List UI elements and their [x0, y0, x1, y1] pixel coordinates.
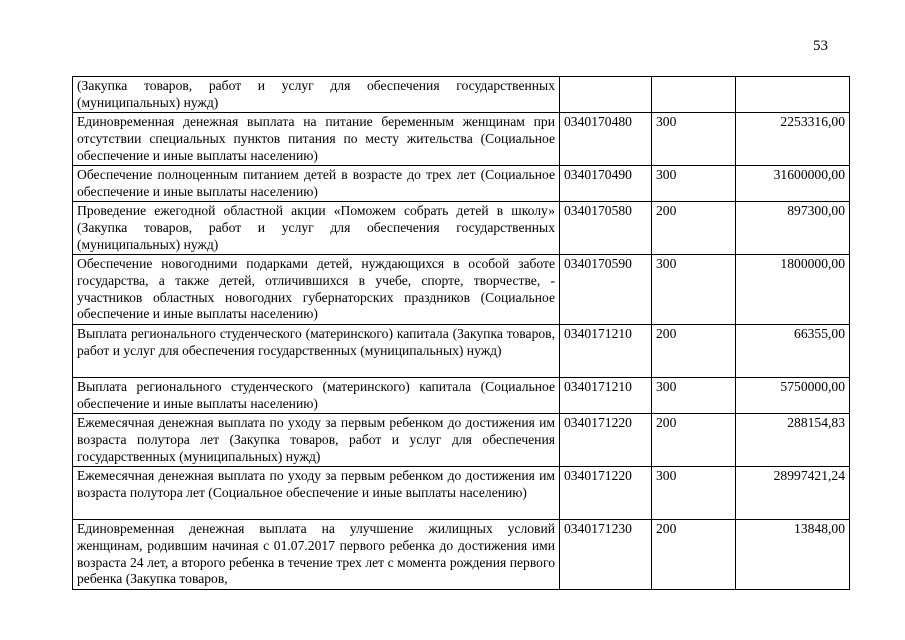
table-row [73, 255, 850, 325]
row-description: Ежемесячная денежная выплата по уходу за первым ребенком до достижения им возраста полутора лет (Социальное обеспечение и иные выплаты населению) [73, 467, 560, 520]
row-target-code: 0340171230 [560, 520, 652, 590]
page-number: 53 [813, 38, 828, 54]
row-description: Ежемесячная денежная выплата по уходу за первым ребенком до достижения им возраста полутора лет (Закупка товаров, работ и услуг для обеспечения государственных (муниципальных) нужд) [73, 414, 560, 467]
table-row [73, 414, 850, 467]
row-description: Единовременная денежная выплата на улучшение жилищных условий женщинам, родившим начиная с 01.07.2017 первого ребенка до достижения ими возраста 24 лет, а второго ребенка в течение трех лет с момента рождения первого ребенка (Закупка товаров, [73, 520, 560, 590]
row-amount: 66355,00 [736, 325, 850, 378]
row-target-code: 0340170490 [560, 166, 652, 202]
row-amount: 1800000,00 [736, 255, 850, 325]
row-expense-type [652, 77, 736, 113]
row-expense-type: 200 [652, 414, 736, 467]
row-expense-type: 200 [652, 520, 736, 590]
row-expense-type: 300 [652, 378, 736, 414]
table-row [73, 77, 850, 113]
table-row [73, 113, 850, 166]
row-target-code [560, 77, 652, 113]
row-amount: 5750000,00 [736, 378, 850, 414]
row-target-code: 0340171210 [560, 325, 652, 378]
row-amount: 288154,83 [736, 414, 850, 467]
row-expense-type: 200 [652, 202, 736, 255]
table-row [73, 378, 850, 414]
row-target-code: 0340170580 [560, 202, 652, 255]
row-amount: 28997421,24 [736, 467, 850, 520]
row-target-code: 0340171220 [560, 414, 652, 467]
budget-table [72, 76, 850, 590]
row-expense-type: 300 [652, 467, 736, 520]
row-target-code: 0340170590 [560, 255, 652, 325]
row-target-code: 0340171220 [560, 467, 652, 520]
row-expense-type: 300 [652, 166, 736, 202]
table-row [73, 166, 850, 202]
row-description: Проведение ежегодной областной акции «Поможем собрать детей в школу» (Закупка товаров, работ и услуг для обеспечения государственных (муниципальных) нужд) [73, 202, 560, 255]
row-amount: 2253316,00 [736, 113, 850, 166]
row-target-code: 0340171210 [560, 378, 652, 414]
row-amount: 31600000,00 [736, 166, 850, 202]
row-description: Обеспечение полноценным питанием детей в возрасте до трех лет (Социальное обеспечение и иные выплаты населению) [73, 166, 560, 202]
table-row [73, 467, 850, 520]
row-expense-type: 300 [652, 113, 736, 166]
table-row [73, 325, 850, 378]
row-description: Выплата регионального студенческого (материнского) капитала (Социальное обеспечение и иные выплаты населению) [73, 378, 560, 414]
row-description: Единовременная денежная выплата на питание беременным женщинам при отсутствии специальных пунктов питания по месту жительства (Социальное обеспечение и иные выплаты населению) [73, 113, 560, 166]
row-expense-type: 200 [652, 325, 736, 378]
row-expense-type: 300 [652, 255, 736, 325]
table-row [73, 520, 850, 590]
table-row [73, 202, 850, 255]
row-description: Обеспечение новогодними подарками детей, нуждающихся в особой заботе государства, а также детей, отличившихся в учебе, спорте, творчестве, - участников областных новогодних губернаторских праздников (Социальное обеспечение и иные выплаты населению) [73, 255, 560, 325]
row-amount [736, 77, 850, 113]
row-target-code: 0340170480 [560, 113, 652, 166]
row-amount: 13848,00 [736, 520, 850, 590]
row-amount: 897300,00 [736, 202, 850, 255]
row-description: (Закупка товаров, работ и услуг для обеспечения государственных (муниципальных) нужд) [73, 77, 560, 113]
row-description: Выплата регионального студенческого (материнского) капитала (Закупка товаров, работ и услуг для обеспечения государственных (муниципальных) нужд) [73, 325, 560, 378]
